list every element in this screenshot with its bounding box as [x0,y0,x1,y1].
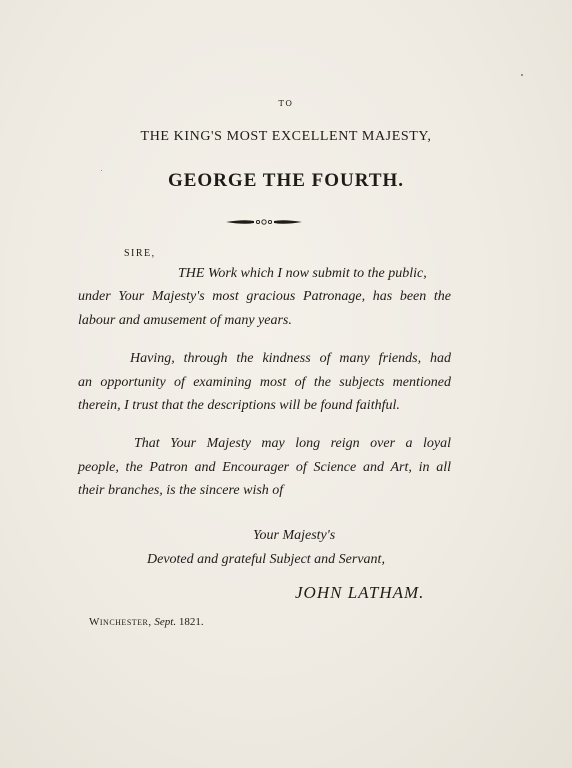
dedication-to: TO [278,99,294,108]
closing-line-1: Your Majesty's [253,528,336,543]
closing-line-2: Devoted and grateful Subject and Servant, [147,552,385,567]
paragraph-3-line-1: That Your Majesty may long reign over a loyal [134,436,451,451]
dateline-place: Winchester, [89,616,152,628]
paper-speck [521,74,523,76]
dateline [89,616,204,628]
paragraph-1-line-2: under Your Majesty's most gracious Patronage, has been the [78,289,451,304]
paragraph-3-line-2: people, the Patron and Encourager of Science and Art, in all [78,460,451,475]
dateline-month: Sept. [154,616,177,628]
salutation: SIRE, [124,248,156,259]
paragraph-2-line-3: therein, I trust that the descriptions will be found faithful. [78,398,400,413]
ornament-divider-icon [224,217,304,227]
author-signature: JOHN LATHAM. [295,583,425,602]
monarch-name: GEORGE THE FOURTH. [167,170,405,191]
paragraph-1-line-3: labour and amusement of many years. [78,313,292,328]
paragraph-2-line-2: an opportunity of examining most of the subjects mentioned [78,375,451,390]
dedicatee-title: THE KING'S MOST EXCELLENT MAJESTY, [140,129,432,144]
paragraph-3-line-3: their branches, is the sincere wish of [78,483,284,498]
paragraph-1-line-1: THE Work which I now submit to the public, [178,266,427,281]
dateline-year: 1821. [178,616,204,628]
paper-speck [101,170,102,171]
paragraph-2-line-1: Having, through the kindness of many friends, had [130,351,451,366]
